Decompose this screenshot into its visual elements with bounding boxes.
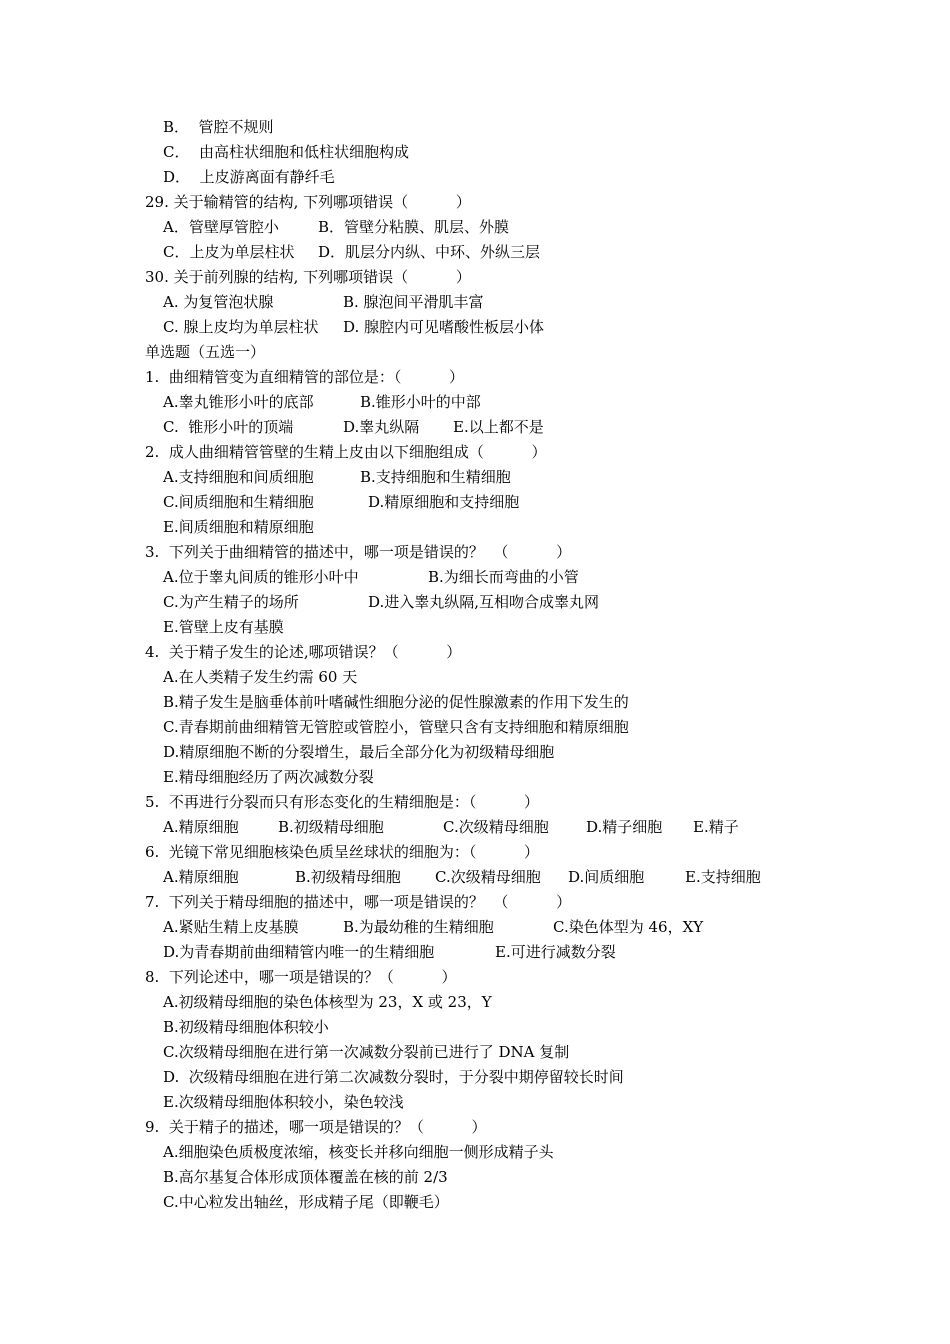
q5-stem: 5. 不再进行分裂而只有形态变化的生精细胞是：（ ） bbox=[145, 793, 540, 811]
q29-options-row-2 bbox=[0, 240, 950, 265]
q8-option-d: D. 次级精母细胞在进行第二次减数分裂时，于分裂中期停留较长时间 bbox=[163, 1068, 624, 1086]
q2-options-row-1 bbox=[0, 465, 950, 490]
q7-options-row-2 bbox=[0, 940, 950, 965]
q6-option-a: A.精原细胞 bbox=[163, 868, 239, 886]
q3-options-row-2 bbox=[0, 590, 950, 615]
q7-option-e: E.可进行减数分裂 bbox=[495, 943, 616, 961]
q2-option-d: D.精原细胞和支持细胞 bbox=[368, 493, 520, 511]
q28-option-c: C． 由高柱状细胞和低柱状细胞构成 bbox=[163, 143, 410, 161]
q1-options-row-2 bbox=[0, 415, 950, 440]
q5-options-row bbox=[0, 815, 950, 840]
q29-option-a: A．管壁厚管腔小 bbox=[163, 218, 279, 236]
q5-option-c: C.次级精母细胞 bbox=[443, 818, 549, 836]
q30-option-d: D. 腺腔内可见嗜酸性板层小体 bbox=[343, 318, 545, 336]
q1-option-c: C. 锥形小叶的顶端 bbox=[163, 418, 294, 436]
q29-stem: 29. 关于输精管的结构, 下列哪项错误（ ） bbox=[145, 193, 471, 211]
q3-options-row-1 bbox=[0, 565, 950, 590]
q28-option-b: B． 管腔不规则 bbox=[163, 118, 274, 136]
q2-option-a: A.支持细胞和间质细胞 bbox=[163, 468, 314, 486]
q4-option-a: A.在人类精子发生约需 60 天 bbox=[163, 668, 358, 686]
q1-stem: 1. 曲细精管变为直细精管的部位是：（ ） bbox=[145, 368, 465, 386]
q30-options-row-1 bbox=[0, 290, 950, 315]
q2-option-b: B.支持细胞和生精细胞 bbox=[360, 468, 511, 486]
q6-options-row bbox=[0, 865, 950, 890]
q2-stem: 2. 成人曲细精管管壁的生精上皮由以下细胞组成（ ） bbox=[145, 443, 547, 461]
q30-stem: 30. 关于前列腺的结构, 下列哪项错误（ ） bbox=[145, 268, 471, 286]
q3-stem: 3. 下列关于曲细精管的描述中，哪一项是错误的？ （ ） bbox=[145, 543, 572, 561]
q6-option-e: E.支持细胞 bbox=[685, 868, 761, 886]
q3-option-d: D.进入睾丸纵隔,互相吻合成睾丸网 bbox=[368, 593, 600, 611]
q30-option-c: C. 腺上皮均为单层柱状 bbox=[163, 318, 319, 336]
q9-option-b: B.高尔基复合体形成顶体覆盖在核的前 2/3 bbox=[163, 1168, 448, 1186]
q4-option-e: E.精母细胞经历了两次减数分裂 bbox=[163, 768, 374, 786]
q7-options-row-1 bbox=[0, 915, 950, 940]
q29-option-b: B．管壁分粘膜、肌层、外膜 bbox=[318, 218, 510, 236]
q7-option-d: D.为青春期前曲细精管内唯一的生精细胞 bbox=[163, 943, 435, 961]
q29-options-row-1 bbox=[0, 215, 950, 240]
q2-options-row-2 bbox=[0, 490, 950, 515]
q5-option-a: A.精原细胞 bbox=[163, 818, 239, 836]
q5-option-e: E.精子 bbox=[693, 818, 739, 836]
q28-option-d: D． 上皮游离面有静纤毛 bbox=[163, 168, 335, 186]
q9-option-a: A.细胞染色质极度浓缩，核变长并移向细胞一侧形成精子头 bbox=[163, 1143, 554, 1161]
q5-option-d: D.精子细胞 bbox=[586, 818, 663, 836]
q8-option-b: B.初级精母细胞体积较小 bbox=[163, 1018, 329, 1036]
q4-option-c: C.青春期前曲细精管无管腔或管腔小，管壁只含有支持细胞和精原细胞 bbox=[163, 718, 629, 736]
q9-stem: 9. 关于精子的描述，哪一项是错误的？（ ） bbox=[145, 1118, 487, 1136]
q29-option-d: D．肌层分内纵、中环、外纵三层 bbox=[318, 243, 541, 261]
q6-option-c: C.次级精母细胞 bbox=[435, 868, 541, 886]
q7-stem: 7. 下列关于精母细胞的描述中，哪一项是错误的？ （ ） bbox=[145, 893, 572, 911]
q1-option-d: D.睾丸纵隔 bbox=[343, 418, 420, 436]
q1-option-e: E.以上都不是 bbox=[453, 418, 544, 436]
q6-stem: 6. 光镜下常见细胞核染色质呈丝球状的细胞为：（ ） bbox=[145, 843, 540, 861]
q30-option-a: A. 为复管泡状腺 bbox=[163, 293, 274, 311]
q30-options-row-2 bbox=[0, 315, 950, 340]
q3-option-e: E.管壁上皮有基膜 bbox=[163, 618, 284, 636]
q7-option-b: B.为最幼稚的生精细胞 bbox=[343, 918, 494, 936]
q2-option-c: C.间质细胞和生精细胞 bbox=[163, 493, 314, 511]
q5-option-b: B.初级精母细胞 bbox=[278, 818, 384, 836]
q1-option-b: B.锥形小叶的中部 bbox=[360, 393, 481, 411]
q3-option-c: C.为产生精子的场所 bbox=[163, 593, 299, 611]
q1-options-row-1 bbox=[0, 390, 950, 415]
q3-option-a: A.位于睾丸间质的锥形小叶中 bbox=[163, 568, 359, 586]
q6-option-b: B.初级精母细胞 bbox=[295, 868, 401, 886]
q1-option-a: A.睾丸锥形小叶的底部 bbox=[163, 393, 314, 411]
q8-option-a: A.初级精母细胞的染色体核型为 23，X 或 23，Y bbox=[163, 993, 492, 1011]
q7-option-c: C.染色体型为 46，XY bbox=[553, 918, 704, 936]
q4-stem: 4. 关于精子发生的论述,哪项错误？（ ） bbox=[145, 643, 462, 661]
q4-option-d: D.精原细胞不断的分裂增生，最后全部分化为初级精母细胞 bbox=[163, 743, 555, 761]
q7-option-a: A.紧贴生精上皮基膜 bbox=[163, 918, 299, 936]
q3-option-b: B.为细长而弯曲的小管 bbox=[428, 568, 579, 586]
q4-option-b: B.精子发生是脑垂体前叶嗜碱性细胞分泌的促性腺激素的作用下发生的 bbox=[163, 693, 629, 711]
q6-option-d: D.间质细胞 bbox=[568, 868, 645, 886]
q30-option-b: B. 腺泡间平滑肌丰富 bbox=[343, 293, 484, 311]
q9-option-c: C.中心粒发出轴丝，形成精子尾（即鞭毛） bbox=[163, 1193, 449, 1211]
q8-stem: 8. 下列论述中，哪一项是错误的？（ ） bbox=[145, 968, 457, 986]
q8-option-c: C.次级精母细胞在进行第一次减数分裂前已进行了 DNA 复制 bbox=[163, 1043, 570, 1061]
q8-option-e: E.次级精母细胞体积较小，染色较浅 bbox=[163, 1093, 404, 1111]
q29-option-c: C．上皮为单层柱状 bbox=[163, 243, 295, 261]
q2-option-e: E.间质细胞和精原细胞 bbox=[163, 518, 314, 536]
section-title: 单选题（五选一） bbox=[145, 343, 266, 361]
